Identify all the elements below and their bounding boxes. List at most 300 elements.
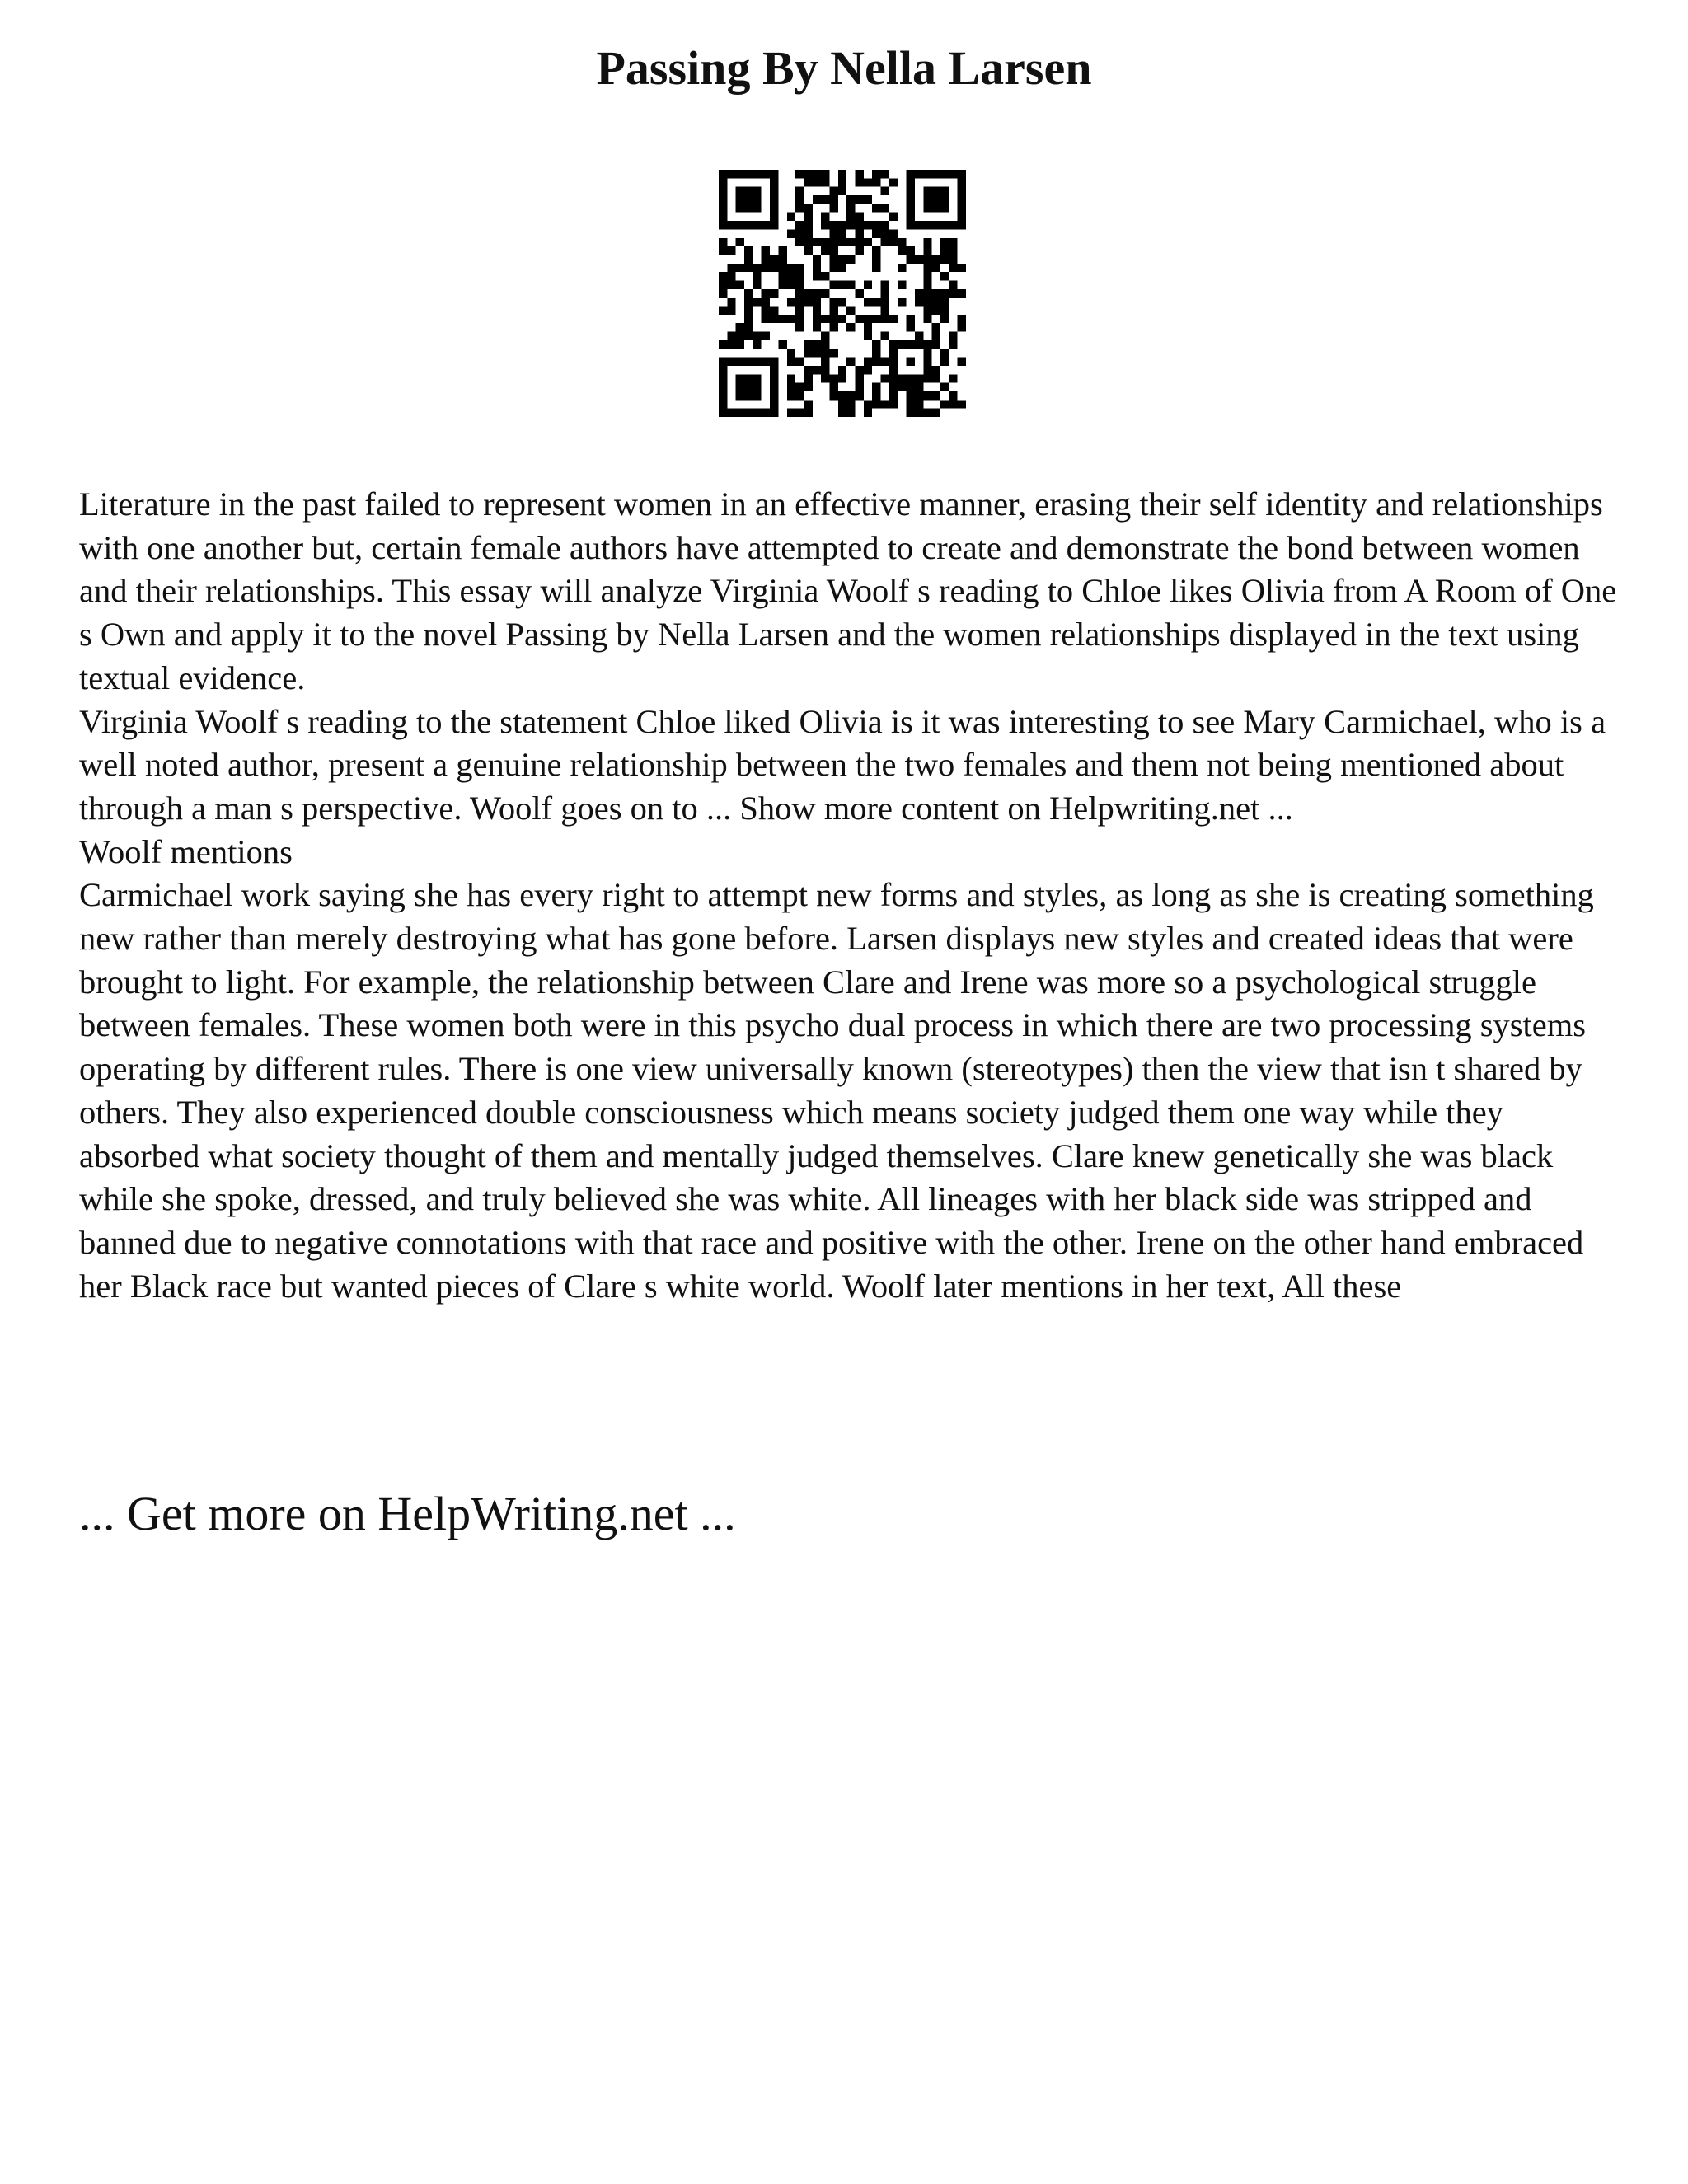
qr-module [813,238,821,246]
qr-module [923,409,931,417]
qr-module [787,374,795,382]
qr-module [744,289,753,298]
qr-module [923,195,931,204]
qr-module [770,315,778,323]
qr-module [804,238,812,246]
qr-module [762,409,770,417]
qr-module [744,195,753,204]
qr-module [736,332,744,340]
qr-module [846,400,855,408]
qr-module [770,366,778,374]
qr-module [829,238,837,246]
qr-module [778,246,786,255]
qr-module [829,391,837,400]
qr-module [770,358,778,366]
qr-module [872,170,880,178]
qr-module [856,213,864,221]
qr-module [821,170,829,178]
qr-module [813,307,821,315]
qr-module [762,315,770,323]
qr-module [889,340,898,349]
qr-module [821,358,829,366]
qr-module [923,280,931,288]
qr-module [719,178,727,186]
qr-module [727,332,735,340]
qr-module [804,383,812,391]
qr-module [932,391,940,400]
qr-module [719,213,727,221]
qr-module [881,315,889,323]
qr-module [915,255,923,263]
qr-module [821,195,829,204]
qr-module [787,272,795,280]
qr-module [958,221,966,229]
qr-module [719,400,727,408]
qr-module [719,280,727,288]
qr-module [829,349,837,357]
qr-module [736,391,744,400]
qr-module [898,246,906,255]
qr-module [958,323,966,331]
qr-module [736,170,744,178]
qr-module [838,366,846,374]
qr-module [907,358,915,366]
qr-module [727,307,735,315]
qr-module [932,187,940,195]
qr-module [881,289,889,298]
qr-module [881,280,889,288]
qr-module [821,178,829,186]
qr-module [736,204,744,212]
qr-module [762,298,770,306]
qr-module [829,229,837,237]
qr-module [762,221,770,229]
qr-module [753,340,761,349]
qr-module [864,358,872,366]
qr-module [813,315,821,323]
qr-module [915,332,923,340]
qr-module [795,187,804,195]
qr-module [719,246,727,255]
qr-module [804,374,812,382]
qr-module [940,307,949,315]
qr-module [727,264,735,272]
qr-module [872,229,880,237]
qr-module [838,187,846,195]
qr-module [813,255,821,263]
qr-module [736,374,744,382]
qr-module [762,289,770,298]
qr-module [932,255,940,263]
qr-module [915,409,923,417]
qr-module [846,213,855,221]
qr-module [795,204,804,212]
qr-module [821,374,829,382]
qr-module [923,366,931,374]
qr-module [804,246,812,255]
qr-module [804,349,812,357]
qr-module [804,409,812,417]
qr-module [744,323,753,331]
qr-module [881,229,889,237]
qr-module [958,264,966,272]
qr-module [872,298,880,306]
qr-module [923,289,931,298]
qr-module [804,178,812,186]
qr-module [907,323,915,331]
qr-module [762,170,770,178]
qr-module [795,280,804,288]
qr-module [846,238,855,246]
qr-module [821,272,829,280]
qr-module [744,358,753,366]
qr-module [770,289,778,298]
qr-module [958,187,966,195]
qr-module [770,264,778,272]
qr-module [727,358,735,366]
qr-module [762,264,770,272]
qr-module [753,409,761,417]
qr-module [821,221,829,229]
qr-module [787,298,795,306]
qr-module [753,170,761,178]
qr-code-graphic [719,170,966,417]
qr-module [813,195,821,204]
qr-module [795,383,804,391]
qr-module [821,246,829,255]
qr-module [949,289,957,298]
qr-module [856,289,864,298]
qr-module [923,255,931,263]
qr-module [813,289,821,298]
qr-module [881,374,889,382]
qr-module [795,221,804,229]
get-more-link[interactable]: ... Get more on HelpWriting.net ... [79,1487,736,1540]
qr-module [907,255,915,263]
qr-module [778,255,786,263]
qr-module [770,307,778,315]
qr-module [787,213,795,221]
qr-module [923,340,931,349]
qr-module [744,391,753,400]
qr-module [829,383,837,391]
qr-module [872,400,880,408]
qr-module [872,264,880,272]
qr-module [829,255,837,263]
qr-module [949,221,957,229]
qr-module [958,195,966,204]
qr-module [949,391,957,400]
qr-module [923,391,931,400]
qr-module [907,170,915,178]
qr-module [889,349,898,357]
qr-module [778,280,786,288]
qr-module [923,187,931,195]
qr-module [907,374,915,382]
qr-module [753,374,761,382]
qr-module [940,315,949,323]
qr-module [838,178,846,186]
qr-module [804,204,812,212]
qr-module [753,221,761,229]
document-title: Passing By Nella Larsen [596,41,1092,95]
qr-module [821,213,829,221]
qr-module [856,383,864,391]
qr-module [753,332,761,340]
qr-module [907,246,915,255]
qr-module [907,315,915,323]
qr-module [795,323,804,331]
qr-module [770,400,778,408]
qr-module [881,204,889,212]
qr-module [864,315,872,323]
qr-module [907,178,915,186]
qr-module [864,332,872,340]
qr-module [736,383,744,391]
qr-module [932,221,940,229]
qr-module [829,374,837,382]
qr-module [872,221,880,229]
qr-module [958,178,966,186]
qr-module [838,315,846,323]
qr-module [795,358,804,366]
qr-module [804,221,812,229]
qr-module [719,374,727,382]
qr-module [719,204,727,212]
qr-module [813,170,821,178]
qr-module [736,238,744,246]
qr-module [778,272,786,280]
qr-module [770,170,778,178]
qr-module [829,280,837,288]
qr-module [804,213,812,221]
qr-module [958,358,966,366]
qr-module [872,383,880,391]
qr-module [813,323,821,331]
qr-module [727,340,735,349]
qr-module [744,221,753,229]
qr-module [958,204,966,212]
qr-module [940,238,949,246]
qr-module [770,391,778,400]
qr-module [864,221,872,229]
qr-module [949,340,957,349]
qr-module [907,340,915,349]
qr-module [795,289,804,298]
qr-module [907,195,915,204]
qr-module [856,246,864,255]
qr-module [719,383,727,391]
qr-module [949,264,957,272]
qr-module [744,298,753,306]
qr-module [898,298,906,306]
qr-module [889,391,898,400]
qr-module [727,221,735,229]
qr-module [753,195,761,204]
qr-module [923,374,931,382]
qr-module [889,383,898,391]
qr-module [719,358,727,366]
qr-module [770,187,778,195]
qr-module [719,187,727,195]
qr-module [838,280,846,288]
qr-module [762,307,770,315]
qr-module [923,307,931,315]
qr-module [719,289,727,298]
qr-module [821,238,829,246]
qr-module [846,221,855,229]
qr-module [736,323,744,331]
qr-module [787,229,795,237]
qr-module [829,187,837,195]
qr-module [949,374,957,382]
qr-module [856,170,864,178]
qr-module [923,204,931,212]
qr-module [744,255,753,263]
essay-paragraph: Carmichael work saying she has every right to attempt new forms and styles, as long as she is creating something new rather than merely destroying what has gone before. Larsen displays new styles and created ideas that were brought to light. For example, the relationship between Clare and Irene was more so a psychological struggle between females. These women both were in this psycho dual process in which there are two processing systems operating by different rules. There is one view universally known (stereotypes) then the view that isn t shared by others. They also experienced double consciousness which means society judged them one way while they absorbed what society thought of them and mentally judged themselves. Clare knew genetically she was black while she spoke, dressed, and truly believed she was white. All lineages with her black side was stripped and banned due to negative connotations with that race and positive with the other. Irene on the other hand embraced her Black race but wanted pieces of Clare s white world. Woolf later mentions in her text, All these [79,876,1594,1305]
qr-module [821,340,829,349]
qr-module [719,366,727,374]
qr-module [856,229,864,237]
qr-module [915,221,923,229]
qr-module [795,170,804,178]
qr-module [762,358,770,366]
qr-module [932,323,940,331]
qr-module [753,280,761,288]
qr-module [864,195,872,204]
qr-module [907,187,915,195]
qr-module [915,289,923,298]
qr-module [838,229,846,237]
qr-module [856,178,864,186]
qr-module [940,246,949,255]
qr-module [872,178,880,186]
qr-module [770,255,778,263]
qr-module [838,409,846,417]
qr-module [838,298,846,306]
qr-module [907,221,915,229]
qr-module [889,374,898,382]
qr-module [923,170,931,178]
qr-module [915,400,923,408]
qr-module [872,391,880,400]
qr-module [838,255,846,263]
qr-module [958,400,966,408]
qr-module [915,298,923,306]
qr-module [881,358,889,366]
qr-module [872,315,880,323]
qr-module [770,383,778,391]
qr-module [907,391,915,400]
qr-module [736,195,744,204]
qr-code[interactable] [719,170,966,417]
qr-module [804,298,812,306]
qr-module [719,195,727,204]
qr-module [778,315,786,323]
qr-module [923,238,931,246]
qr-module [770,178,778,186]
qr-module [736,280,744,288]
qr-module [770,204,778,212]
qr-module [829,195,837,204]
qr-module [727,170,735,178]
qr-module [915,383,923,391]
qr-module [932,204,940,212]
qr-module [727,280,735,288]
qr-module [915,170,923,178]
qr-module [940,272,949,280]
qr-module [907,383,915,391]
qr-module [770,221,778,229]
qr-module [753,264,761,272]
qr-module [940,204,949,212]
qr-module [736,221,744,229]
qr-module [932,366,940,374]
qr-module [898,280,906,288]
qr-module [778,340,786,349]
qr-module [829,264,837,272]
qr-module [727,409,735,417]
qr-module [744,246,753,255]
qr-module [932,340,940,349]
qr-module [719,221,727,229]
qr-module [838,391,846,400]
qr-module [719,409,727,417]
qr-module [719,307,727,315]
qr-module [787,358,795,366]
qr-module [744,187,753,195]
essay-paragraph: Woolf mentions [79,832,293,870]
qr-module [736,264,744,272]
qr-module [787,264,795,272]
qr-module [762,332,770,340]
qr-module [753,272,761,280]
qr-module [907,204,915,212]
qr-module [813,340,821,349]
qr-module [787,280,795,288]
qr-module [829,204,837,212]
qr-module [864,178,872,186]
qr-module [872,340,880,349]
qr-module [813,264,821,272]
qr-module [778,264,786,272]
qr-module [770,409,778,417]
qr-module [872,204,880,212]
qr-module [915,340,923,349]
qr-module [804,289,812,298]
qr-module [787,315,795,323]
qr-module [898,340,906,349]
qr-module [753,358,761,366]
qr-module [846,280,855,288]
qr-module [958,213,966,221]
qr-module [932,307,940,315]
qr-module [846,255,855,263]
qr-module [813,366,821,374]
qr-module [958,289,966,298]
qr-module [856,195,864,204]
qr-module [813,272,821,280]
qr-module [881,332,889,340]
qr-module [881,238,889,246]
qr-module [719,340,727,349]
qr-module [889,178,898,186]
qr-module [813,178,821,186]
qr-module [940,187,949,195]
qr-module [864,409,872,417]
qr-module [923,246,931,255]
qr-module [821,349,829,357]
